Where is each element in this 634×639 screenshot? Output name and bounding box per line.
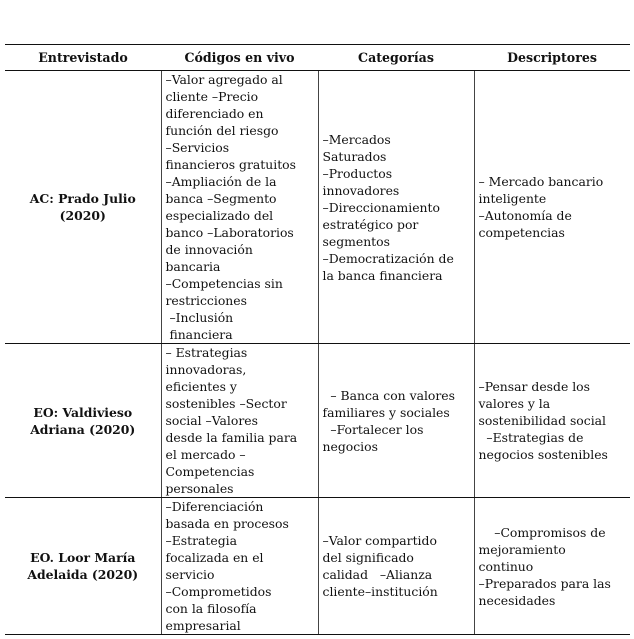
cell-line: especializado del [165,208,274,223]
cell-line: de innovación [165,242,253,257]
cell-line: el mercado – [165,447,246,462]
cell-line: basada en procesos [165,516,289,531]
cell-line: segmentos [322,233,390,249]
cell-line: –Fortalecer los [322,421,424,437]
cell-entrevistado [5,344,161,498]
cell-line: función del riesgo [165,123,279,138]
cell-codigos [161,344,318,498]
cell-categorias [318,498,474,635]
cell-line: innovadoras, [165,362,247,377]
cell-line: estratégico por [322,216,419,232]
cell-line: continuo [478,558,534,574]
cell-line: competencias [478,225,565,240]
cell-line: –Inclusión [165,310,234,325]
cell-codigos [161,498,318,635]
cell-line: –Mercados [322,131,391,147]
cell-line: –Diferenciación [165,499,264,514]
cell-codigos [161,71,318,344]
cell-line: social –Valores [165,413,258,428]
cell-line: focalizada en el [165,550,264,565]
cell-line: personales [165,481,234,496]
cell-line: –Compromisos de [478,524,606,540]
cell-line: innovadores [322,182,400,198]
cell-line: necesidades [478,592,556,608]
cell-line: AC: Prado Julio [29,191,136,206]
cell-line: cliente–institución [322,584,438,599]
cell-line: empresarial [165,618,241,633]
cell-line: EO. Loor María [30,550,136,565]
cell-line: –Estrategia [165,533,237,548]
cell-line: –Comprometidos [165,584,272,599]
cell-line: –Estrategias de [478,430,584,445]
cell-line: restricciones [165,293,247,308]
cell-descriptores [474,498,630,635]
cell-line: –Productos [322,165,393,181]
cell-line: negocios sostenibles [478,447,608,462]
cell-line: –Valor compartido [322,533,437,548]
interview-coding-table [5,44,630,635]
cell-line: negocios [322,438,378,454]
cell-line: servicio [165,567,215,582]
cell-line: Competencias [165,464,255,479]
cell-line: inteligente [478,191,547,206]
cell-line: banca –Segmento [165,191,277,206]
cell-line: Saturados [322,148,387,164]
cell-line: cliente –Precio [165,89,259,104]
table-row [5,344,630,498]
cell-categorias [318,344,474,498]
cell-line: –Direccionamiento [322,199,440,215]
cell-categorias [318,71,474,344]
header-entrevistado: Entrevistado [5,45,161,71]
header-codigos-en-vivo: Códigos en vivo [161,45,318,71]
cell-line: del significado [322,550,414,565]
cell-line: diferenciado en [165,106,264,121]
cell-line: –Ampliación de la [165,174,277,189]
header-categorias: Categorías [318,45,474,71]
cell-line: EO: Valdivieso [33,404,133,420]
cell-line: –Preparados para las [478,575,611,591]
cell-line: eficientes y [165,379,237,394]
cell-line: financieros gratuitos [165,157,296,172]
cell-line: –Valor agregado al [165,72,283,87]
cell-line: – Banca con valores [322,387,455,403]
cell-descriptores [474,344,630,498]
cell-line: financiera [165,327,233,342]
cell-line: la banca financiera [322,267,443,283]
cell-line: – Estrategias [165,345,248,360]
cell-line: –Servicios [165,140,230,155]
cell-line: con la filosofía [165,601,257,616]
cell-entrevistado [5,498,161,635]
cell-line: –Pensar desde los [478,379,591,394]
cell-line: valores y la [478,396,551,411]
cell-line: sostenibles –Sector [165,396,287,411]
table-row [5,498,630,635]
cell-line: bancaria [165,259,221,274]
cell-line: – Mercado bancario [478,174,604,189]
cell-descriptores [474,71,630,344]
cell-line: (2020) [59,208,106,223]
cell-line: Adelaida (2020) [27,567,139,582]
cell-line: banco –Laboratorios [165,225,294,240]
cell-line: mejoramiento [478,541,566,557]
table-header-row [5,45,630,71]
header-descriptores: Descriptores [474,45,630,71]
cell-line: –Democratización de [322,250,454,266]
table-row [5,71,630,344]
cell-line: familiares y sociales [322,404,450,420]
cell-line: sostenibilidad social [478,413,607,428]
cell-line: calidad –Alianza [322,567,433,582]
cell-line: desde la familia para [165,430,298,445]
cell-entrevistado [5,71,161,344]
cell-line: –Competencias sin [165,276,283,291]
cell-line: Adriana (2020) [30,421,136,437]
cell-line: –Autonomía de [478,208,572,223]
